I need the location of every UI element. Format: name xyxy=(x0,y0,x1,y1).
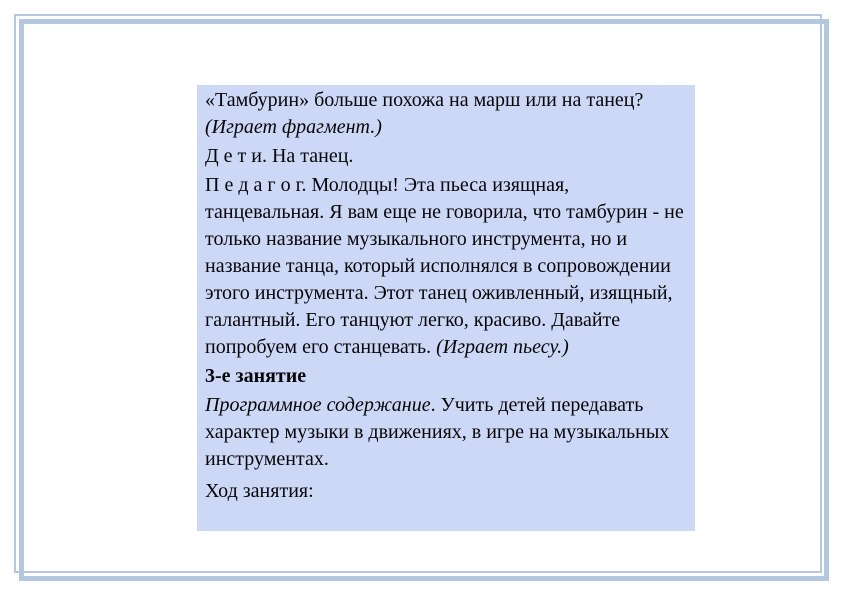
lesson-text-block xyxy=(197,85,695,531)
text-run: Ход занятия: xyxy=(205,480,314,502)
text-run: Д е т и. На танец. xyxy=(205,145,354,167)
teacher-explanation-paragraph xyxy=(205,172,689,361)
program-content-label: Программное содержание xyxy=(205,394,431,416)
lesson-number-heading xyxy=(205,363,689,390)
children-answer-paragraph xyxy=(205,143,689,170)
stage-direction-text: (Играет фрагмент.) xyxy=(205,116,382,138)
heading-text: 3-е занятие xyxy=(205,365,307,387)
text-run: . Учить детей передавать характер музыки в движениях, в игре на музыкальных инструментах. xyxy=(205,394,670,470)
program-content-paragraph xyxy=(205,392,689,473)
teacher-question-paragraph xyxy=(205,87,689,141)
text-run: «Тамбурин» больше похожа на марш или на танец? xyxy=(205,89,644,111)
lesson-course-paragraph xyxy=(205,478,689,505)
stage-direction-text: (Играет пьесу.) xyxy=(436,336,569,358)
text-run: П е д а г о г. Молодцы! Эта пьеса изящная, танцевальная. Я вам еще не говорила, что тамбурин - не только название музыкального инструмента, но и название танца, который исполнялся в сопровождении этого инструмента. Этот танец оживленный, изящный, галантный. Его танцуют легко, красиво. Давайте попробуем его станцевать. xyxy=(205,174,684,358)
